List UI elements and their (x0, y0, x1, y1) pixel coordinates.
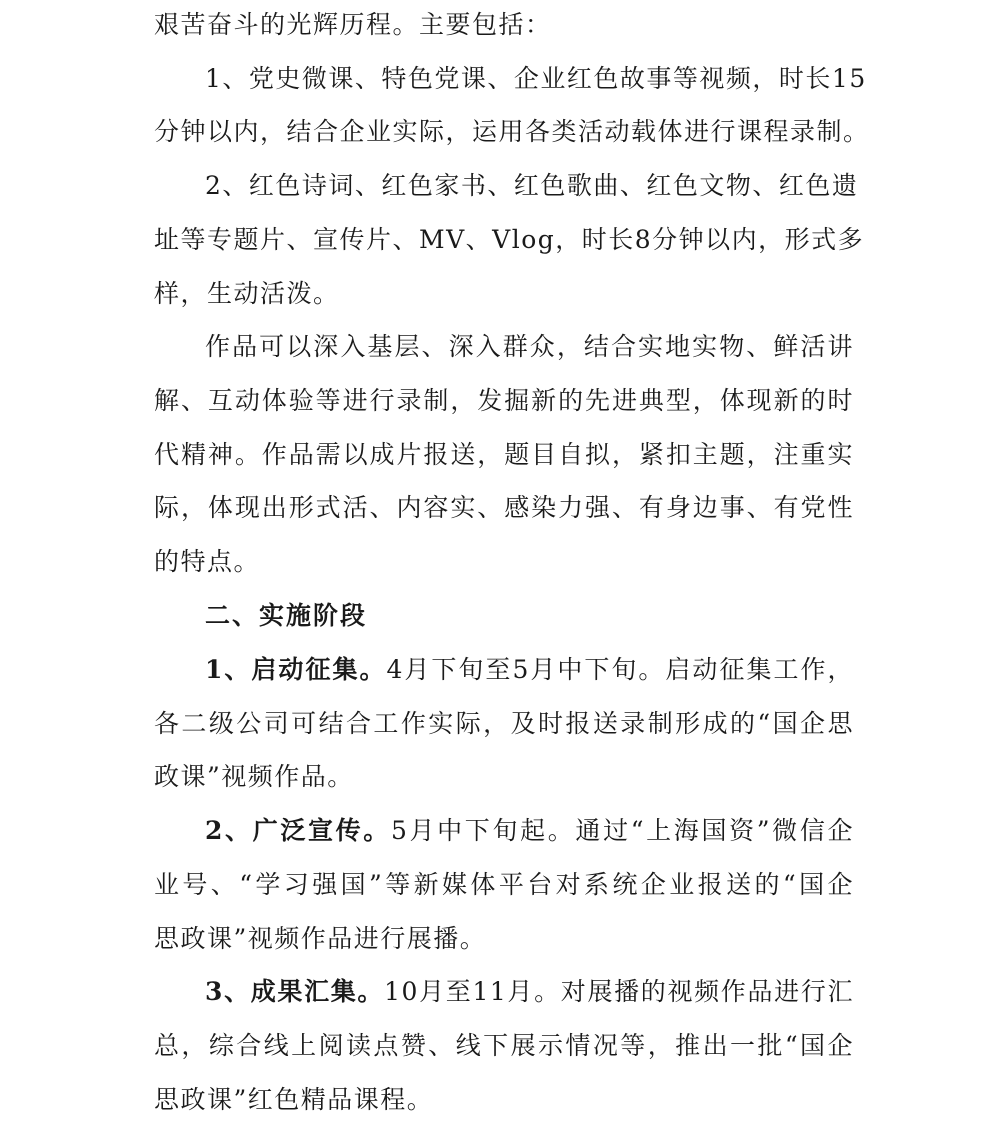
section-heading: 二、实施阶段 (205, 601, 368, 630)
stage-3-label: 3、成果汇集。 (205, 977, 385, 1006)
item-1-line-2: 分钟以内，结合企业实际，运用各类活动载体进行课程录制。 (154, 117, 870, 146)
stage-2-text: 5月中下旬起。通过“上海国资”微信企 (390, 816, 854, 845)
works-line-3: 代精神。作品需以成片报送，题目自拟，紧扣主题，注重实 (154, 440, 854, 469)
stage-1-line-2: 各二级公司可结合工作实际，及时报送录制形成的“国企思 (154, 709, 854, 738)
item-2-line-2: 址等专题片、宣传片、MV、Vlog，时长8分钟以内，形式多 (154, 225, 865, 254)
intro-line: 艰苦奋斗的光辉历程。主要包括： (154, 10, 552, 39)
stage-2-label: 2、广泛宣传。 (205, 816, 391, 845)
stage-2-line-3: 思政课”视频作品进行展播。 (154, 924, 487, 953)
stage-2-line-1 (205, 814, 854, 848)
item-2-line-3: 样，生动活泼。 (154, 279, 340, 308)
stage-3-text: 10月至11月。对展播的视频作品进行汇 (384, 977, 854, 1006)
item-1-line-1: 1、党史微课、特色党课、企业红色故事等视频，时长15 (205, 64, 867, 93)
works-line-4: 际，体现出形式活、内容实、感染力强、有身边事、有党性 (154, 493, 854, 522)
stage-1-line-1 (205, 653, 854, 687)
stage-3-line-3: 思政课”红色精品课程。 (154, 1085, 434, 1114)
works-line-1: 作品可以深入基层、深入群众，结合实地实物、鲜活讲 (205, 332, 854, 361)
stage-1-text: 4月下旬至5月中下旬。启动征集工作， (386, 655, 854, 684)
stage-3-line-1 (205, 975, 854, 1009)
works-line-5: 的特点。 (154, 547, 261, 576)
stage-3-line-2: 总，综合线上阅读点赞、线下展示情况等，推出一批“国企 (154, 1031, 854, 1060)
stage-2-line-2: 业号、“学习强国”等新媒体平台对系统企业报送的“国企 (154, 870, 854, 899)
item-2-line-1: 2、红色诗词、红色家书、红色歌曲、红色文物、红色遗 (205, 171, 859, 200)
stage-1-line-3: 政课”视频作品。 (154, 762, 354, 791)
stage-1-label: 1、启动征集。 (205, 655, 387, 684)
works-line-2: 解、互动体验等进行录制，发掘新的先进典型，体现新的时 (154, 386, 854, 415)
